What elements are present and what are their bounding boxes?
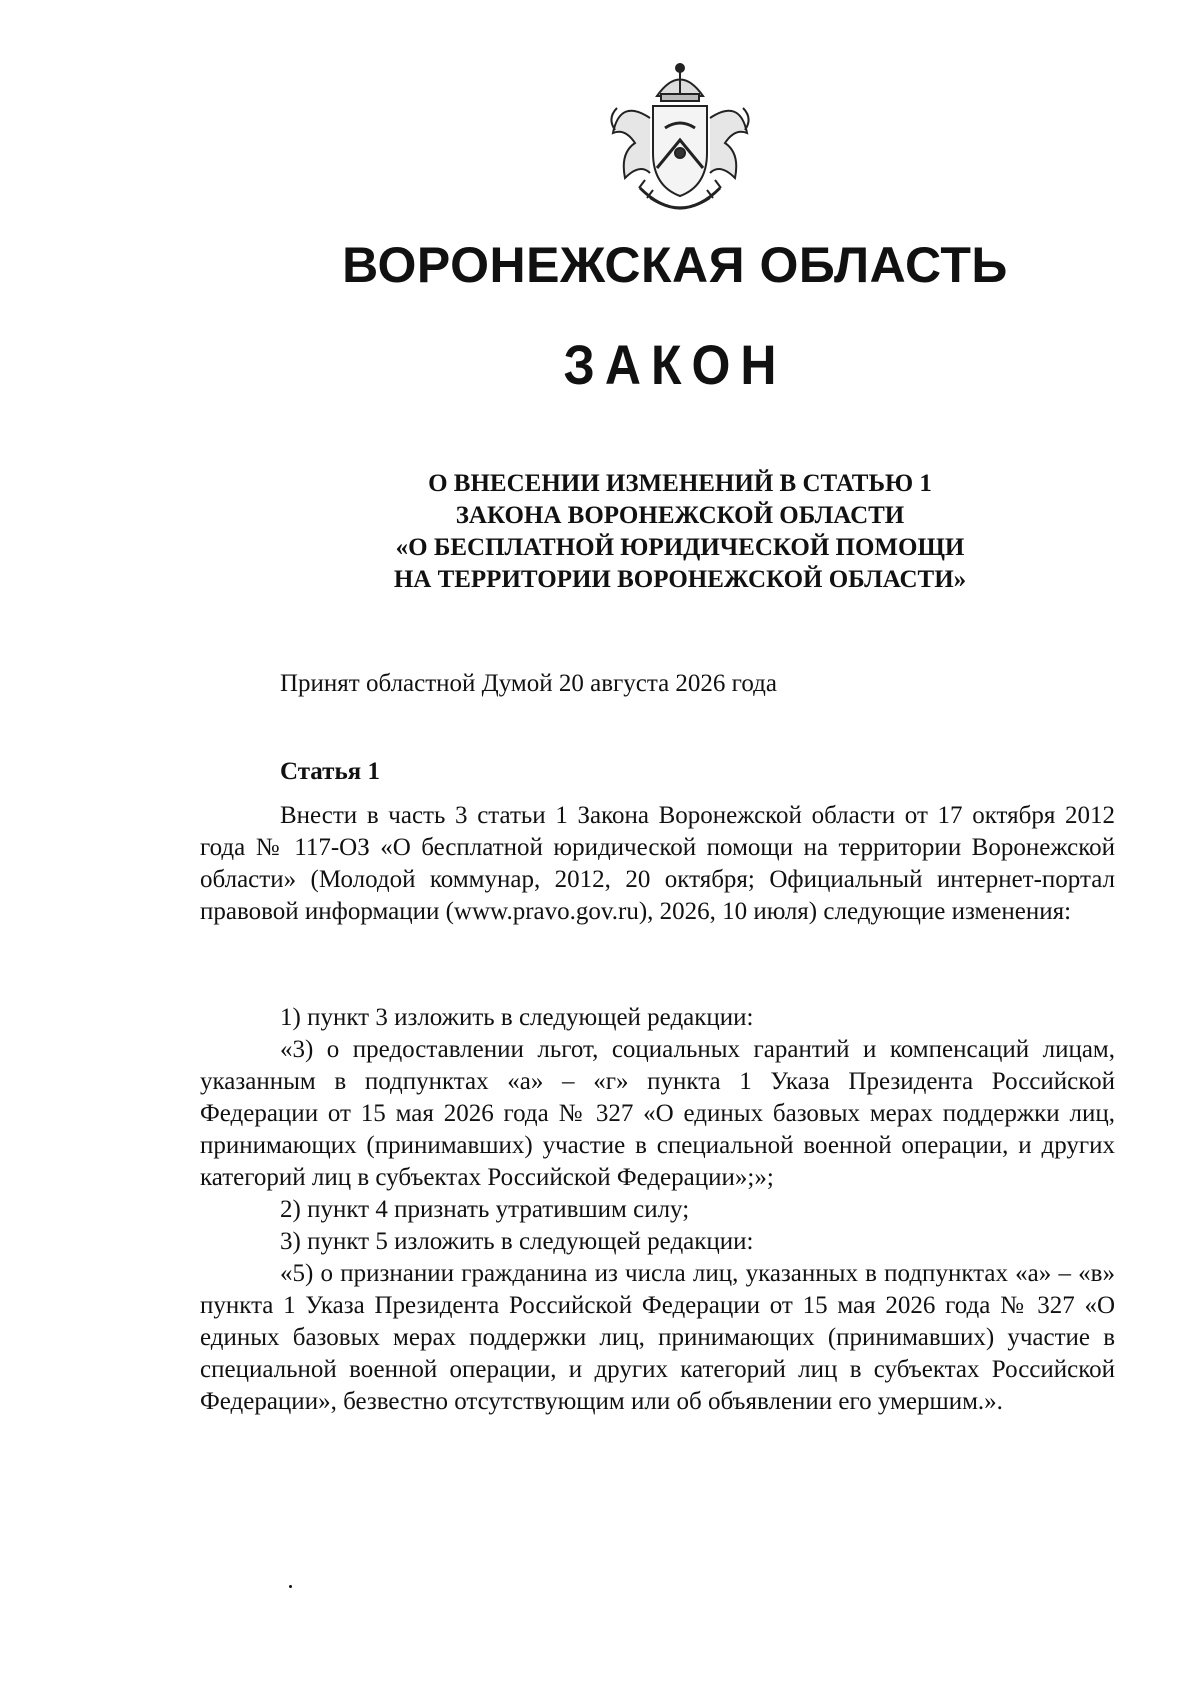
amendment-item: 3) пункт 5 изложить в следующей редакции: (280, 1228, 754, 1255)
amendment-item: «5) о признании гражданина из числа лиц, указанных в подпунктах «а» – «в» пункта 1 Указа Президента Российской Федерации от 15 мая 2026 года № 327 «О единых базовых мерах поддержки лиц, принимающих (принимавших) участие в специальной военной операции, и других категорий лиц в субъектах Российской Федерации», безвестно отсутствующим или об объявлении его умершим.». (200, 1260, 1115, 1415)
document-type: ЗАКОН (563, 333, 787, 397)
article-heading: Статья 1 (280, 758, 380, 785)
law-title-line: О ВНЕСЕНИИ ИЗМЕНЕНИЙ В СТАТЬЮ 1 (428, 470, 932, 497)
law-title-line: НА ТЕРРИТОРИИ ВОРОНЕЖСКОЙ ОБЛАСТИ» (393, 566, 967, 593)
law-title-line: ЗАКОНА ВОРОНЕЖСКОЙ ОБЛАСТИ (455, 502, 905, 529)
amendments-list (200, 1002, 1115, 1418)
voronezh-coat-of-arms-icon (595, 58, 765, 233)
law-title (300, 468, 1060, 596)
amendment-item: 1) пункт 3 изложить в следующей редакции: (280, 1004, 754, 1031)
adoption-note: Принят областной Думой 20 августа 2026 года (280, 670, 777, 697)
amendment-item: «3) о предоставлении льгот, социальных гарантий и компенсаций лицам, указанным в подпунктах «а» – «г» пункта 1 Указа Президента Российской Федерации от 15 мая 2026 года № 327 «О единых базовых мерах поддержки лиц, принимающих (принимавших) участие в специальной военной операции, и других категорий лиц в субъектах Российской Федерации»;»; (200, 1036, 1115, 1191)
region-title: ВОРОНЕЖСКАЯ ОБЛАСТЬ (342, 237, 1008, 293)
law-title-line: «О БЕСПЛАТНОЙ ЮРИДИЧЕСКОЙ ПОМОЩИ (395, 534, 965, 561)
amendment-item: 2) пункт 4 признать утратившим силу; (280, 1196, 690, 1223)
article-intro (200, 800, 1115, 928)
article-intro-text: Внести в часть 3 статьи 1 Закона Воронежской области от 17 октября 2012 года № 117-ОЗ «О бесплатной юридической помощи на территории Воронежской области» (Молодой коммунар, 2012, 20 октября; Официальный интернет-портал правовой информации (www.pravo.gov.ru), 2026, 10 июля) следующие изменения: (200, 802, 1115, 925)
scan-dot (289, 1585, 292, 1588)
